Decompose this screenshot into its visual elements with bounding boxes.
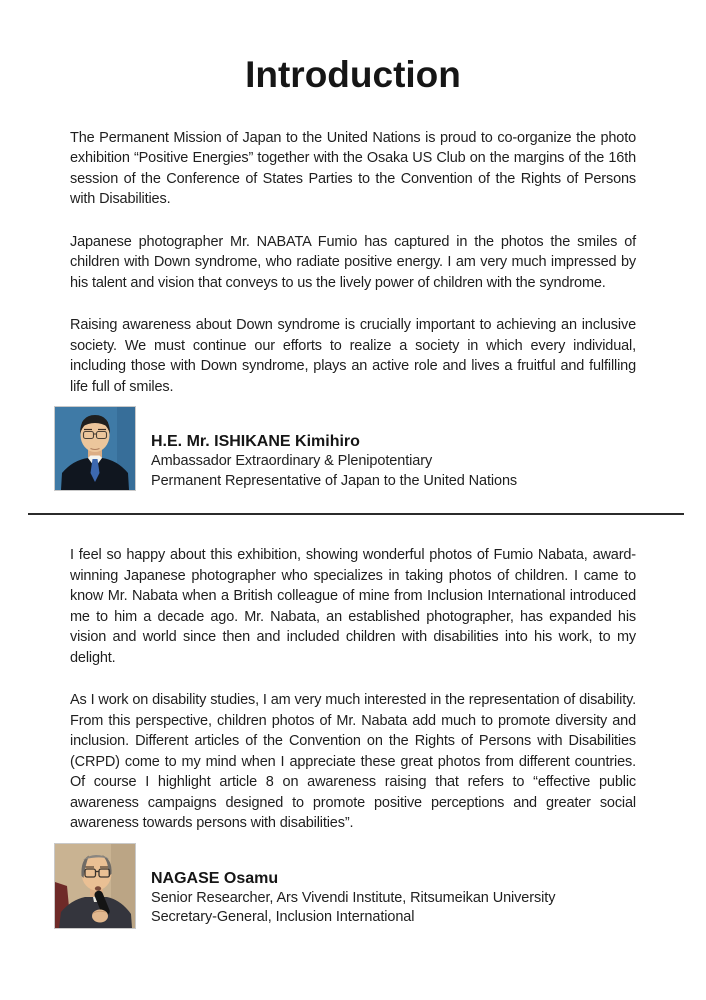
paragraph-exhibition-happy: I feel so happy about this exhibition, showing wonderful photos of Fumio Nabata, award-winning Japanese photographer who specializes in taking photos of children. I came to know Mr. Nabata when a British colleague of mine from Inclusion International introduced me to him a decade ago. Mr. Nabata, an established photographer, has expanded his vision and world since then and included children with disabilities into his work, to my delight. <box>70 547 636 666</box>
signatory-role-ishikane-1: Ambassador Extraordinary & Plenipotentiary <box>151 453 433 470</box>
signature-text-ishikane <box>135 407 517 491</box>
section-nagase <box>70 545 636 928</box>
page-title: Introduction <box>245 54 461 95</box>
paragraph-mission-intro: The Permanent Mission of Japan to the United Nations is proud to co-organize the photo exhibition “Positive Energies” together with the Osaka US Club on the margins of the 16th session of the Conference of States Parties to the Convention of the Rights of Persons with Disabilities. <box>70 129 636 208</box>
signatory-role-ishikane-2: Permanent Representative of Japan to the United Nations <box>151 472 518 489</box>
signatory-role-nagase-2: Secretary-General, Inclusion International <box>151 909 415 926</box>
signatory-name-ishikane: H.E. Mr. ISHIKANE Kimihiro <box>151 433 360 451</box>
section-japan-mission <box>70 128 636 492</box>
signature-text-nagase <box>135 844 555 928</box>
paragraph-awareness: Raising awareness about Down syndrome is crucially important to achieving an inclusive society. We must continue our efforts to realize a society in which every individual, including those with Down syndrome, plays an active role and lives a fruitful and fulfilling life full of smiles. <box>70 317 636 395</box>
ishikane-portrait-photo <box>55 407 135 490</box>
signatory-name-nagase: NAGASE Osamu <box>151 869 279 887</box>
nagase-portrait-photo <box>55 844 135 928</box>
signatory-role-nagase-1: Senior Researcher, Ars Vivendi Institute, Ritsumeikan University <box>151 889 556 906</box>
signature-block-ishikane <box>55 407 636 491</box>
section-divider-line <box>28 513 684 515</box>
paragraph-disability-studies: As I work on disability studies, I am very much interested in the representation of disability. From this perspective, children photos of Mr. Nabata add much to promote diversity and inclusion. Different articles of the Convention on the Rights of Persons with Disabilities (CRPD) come to my mind when I appreciate these great photos from different countries. Of course I highlight article 8 on awareness raising that refers to “effective public awareness campaigns designed to promote positive perceptions and greater social awareness towards persons with disabilities”. <box>70 692 636 832</box>
paragraph-photographer: Japanese photographer Mr. NABATA Fumio has captured in the photos the smiles of children with Down syndrome, who radiate positive energy. I am very much impressed by his talent and vision that conveys to us the lively power of children with the syndrome. <box>70 233 636 291</box>
signature-block-nagase <box>55 844 636 928</box>
